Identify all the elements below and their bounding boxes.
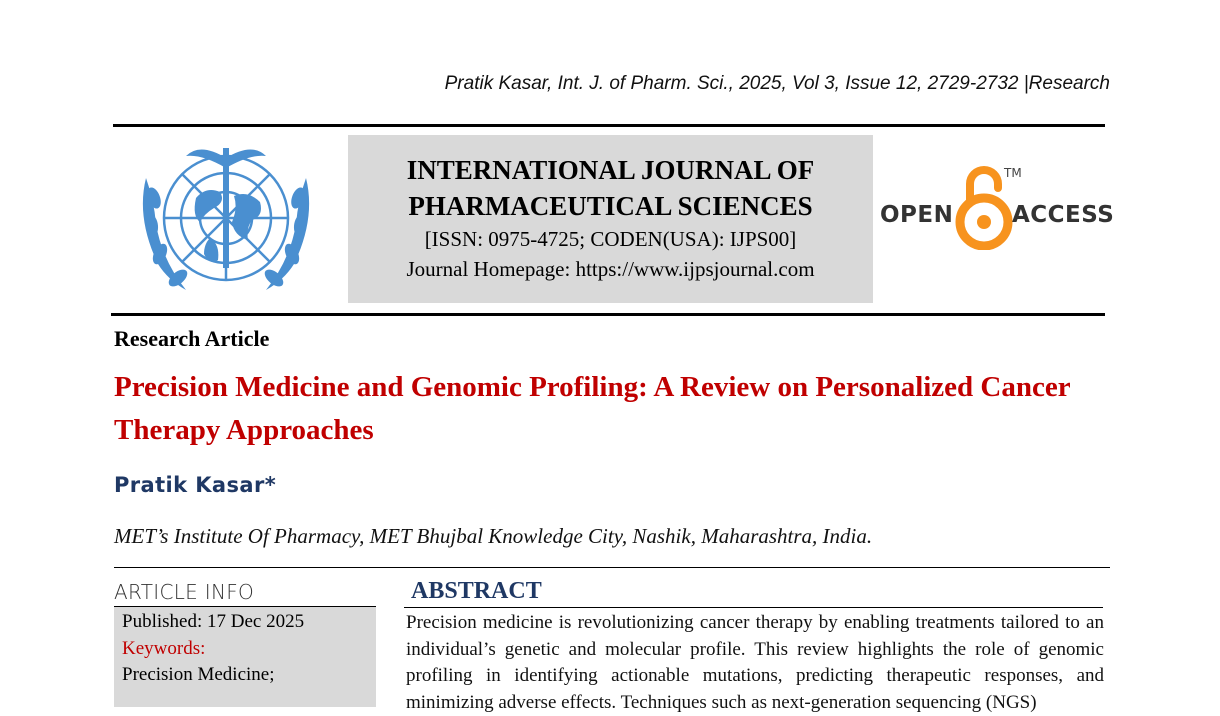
journal-homepage: Journal Homepage: https://www.ijpsjournal.com xyxy=(406,257,815,281)
author-affiliation: MET’s Institute Of Pharmacy, MET Bhujbal Knowledge City, Nashik, Maharashtra, India. xyxy=(114,524,873,548)
trademark-mark: TM xyxy=(1004,166,1022,180)
open-access-open-text: OPEN xyxy=(880,202,954,228)
header-rule-bottom xyxy=(111,313,1105,316)
journal-title-line2: PHARMACEUTICAL SCIENCES xyxy=(408,191,813,221)
article-type: Research Article xyxy=(114,326,270,351)
article-title: Precision Medicine and Genomic Profiling: A Review on Personalized Cancer Therapy Approaches xyxy=(114,371,1071,446)
journal-title xyxy=(348,152,873,224)
abstract-heading: ABSTRACT xyxy=(411,578,542,604)
keyword-item: Precision Medicine; xyxy=(122,664,275,685)
author-name: Pratik Kasar* xyxy=(114,473,277,497)
abstract-rule xyxy=(404,607,1103,608)
header-rule-top xyxy=(113,124,1105,127)
journal-emblem-logo xyxy=(126,138,326,306)
journal-issn: [ISSN: 0975-4725; CODEN(USA): IJPS00] xyxy=(424,227,797,251)
journal-masthead xyxy=(348,135,873,303)
section-divider xyxy=(114,567,1110,568)
abstract-text: Precision medicine is revolutionizing cancer therapy by enabling treatments tailored to an individual’s genetic and molecular profile. This review highlights the role of genomic profiling in identifying actionable mutations, predicting therapeutic responses, and minimizing adverse effects. Techniques such as next-generation sequencing (NGS) xyxy=(406,612,1104,713)
published-date: Published: 17 Dec 2025 xyxy=(122,611,305,632)
journal-title-line1: INTERNATIONAL JOURNAL OF xyxy=(406,155,815,185)
article-info-heading: ARTICLE INFO xyxy=(114,580,255,604)
running-header: Pratik Kasar, Int. J. of Pharm. Sci., 2025, Vol 3, Issue 12, 2729-2732 |Research xyxy=(444,73,1110,94)
keywords-label: Keywords: xyxy=(122,638,206,659)
open-access-access-text: ACCESS xyxy=(1012,202,1115,228)
article-info-box xyxy=(114,606,376,707)
open-access-logo xyxy=(880,162,1115,254)
